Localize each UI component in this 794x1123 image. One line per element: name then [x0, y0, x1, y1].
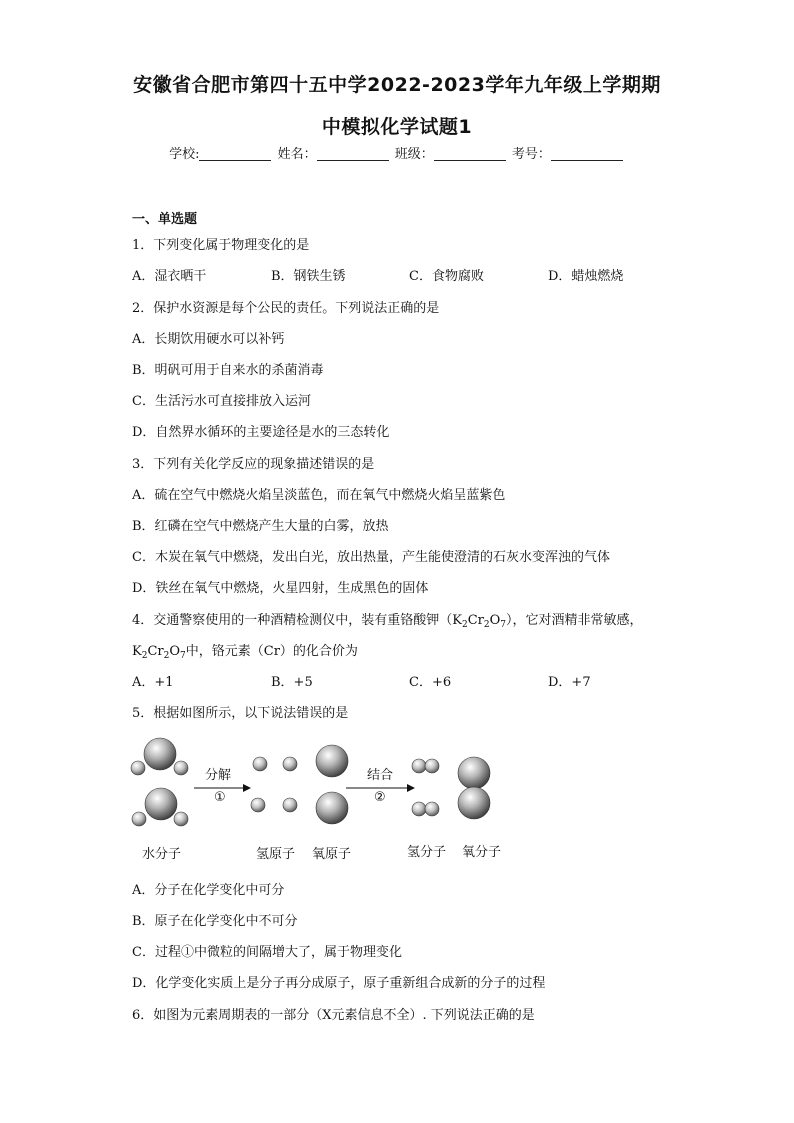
question-2-option-a: A．长期饮用硬水可以补钙 — [132, 332, 285, 347]
question-3-option-c: C．木炭在氧气中燃烧，发出白光，放出热量，产生能使澄清的石灰水变浑浊的气体 — [132, 550, 610, 565]
question-4-stem-text: 4．交通警察使用的一种酒精检测仪中，装有重铬酸钾（K — [132, 613, 462, 628]
formula-k-subscript-2: 2 — [141, 651, 148, 661]
question-3-option-d: D．铁丝在氧气中燃烧，火星四射，生成黑色的固体 — [132, 581, 429, 596]
h-atom-ball — [283, 757, 297, 771]
name-blank[interactable] — [317, 146, 389, 161]
combine-label: 结合 — [367, 768, 394, 783]
h-atom-ball — [253, 757, 267, 771]
question-4-stem — [132, 609, 643, 630]
question-5-option-c: C．过程①中微粒的间隔增大了，属于物理变化 — [132, 945, 402, 960]
question-4-option-d: D．+7 — [548, 675, 591, 690]
h-atom-ball — [283, 798, 297, 812]
question-3-option-b: B．红磷在空气中燃烧产生大量的白雾，放热 — [132, 519, 389, 534]
formula-o-subscript: 7 — [500, 620, 507, 630]
formula-cr: Cr — [467, 613, 484, 628]
exam-title-line1: 安徽省合肥市第四十五中学2022-2023学年九年级上学期期 — [133, 74, 661, 96]
section-heading: 一、单选题 — [132, 212, 198, 227]
question-2-option-b: B．明矾可用于自来水的杀菌消毒 — [132, 363, 324, 378]
question-2-stem: 2．保护水资源是每个公民的责任。下列说法正确的是 — [132, 301, 440, 316]
o-atom-ball — [144, 738, 176, 770]
o-atom-ball — [316, 792, 348, 824]
h-atom-ball — [251, 798, 265, 812]
decompose-step-number: ① — [214, 790, 226, 805]
water-molecule-bottom — [132, 788, 188, 826]
formula-o-2: O — [169, 644, 181, 659]
question-1-stem: 1．下列变化属于物理变化的是 — [132, 238, 310, 253]
question-2-option-d: D．自然界水循环的主要途径是水的三态转化 — [132, 425, 390, 440]
class-blank[interactable] — [434, 146, 506, 161]
hydrogen-atom-label: 氢原子 — [256, 847, 296, 862]
o-atom-ball — [458, 787, 490, 819]
question-1-option-a: A．湿衣晒干 — [132, 269, 207, 284]
question-1-option-c: C．食物腐败 — [409, 269, 484, 284]
question-4-option-c: C．+6 — [409, 675, 452, 690]
o-atom-ball — [316, 745, 348, 777]
name-label: 姓名： — [277, 147, 317, 162]
question-5-option-a: A．分子在化学变化中可分 — [132, 883, 285, 898]
formula-o: O — [489, 613, 501, 628]
question-4-stem-end: ），它对酒精非常敏感， — [506, 613, 643, 628]
h-atom-ball — [412, 802, 426, 816]
formula-k: K — [132, 644, 142, 659]
question-2-option-c: C．生活污水可直接排放入运河 — [132, 394, 311, 409]
combine-step-number: ② — [374, 790, 386, 805]
formula-cr-subscript: 2 — [483, 620, 490, 630]
o-atom-ball — [458, 757, 490, 789]
o-atom-ball — [145, 788, 177, 820]
question-4-stem-line2 — [132, 640, 358, 661]
formula-k-subscript: 2 — [461, 620, 468, 630]
decompose-label: 分解 — [205, 768, 232, 783]
question-5-option-d: D．化学变化实质上是分子再分成原子，原子重新组合成新的分子的过程 — [132, 976, 546, 991]
question-4-option-a: A．+1 — [132, 675, 174, 690]
question-1-option-b: B．钢铁生锈 — [271, 269, 346, 284]
hydrogen-molecule-label: 氢分子 — [407, 845, 447, 860]
exam-title-line2: 中模拟化学试题1 — [321, 116, 473, 138]
water-molecule-top — [131, 738, 188, 775]
question-4-option-b: B．+5 — [271, 675, 313, 690]
formula-cr-2: Cr — [147, 644, 164, 659]
h-atom-ball — [174, 761, 188, 775]
h-atom-ball — [131, 761, 145, 775]
number-blank[interactable] — [551, 146, 623, 161]
number-label: 考号： — [511, 147, 551, 162]
school-label: 学校: — [169, 147, 200, 162]
question-5-option-b: B．原子在化学变化中不可分 — [132, 914, 298, 929]
h-atom-ball — [412, 759, 426, 773]
h-atom-ball — [425, 802, 439, 816]
oxygen-atom-label: 氧原子 — [312, 847, 352, 862]
h-atom-ball — [174, 812, 188, 826]
h-atom-ball — [132, 812, 146, 826]
question-3-option-a: A．硫在空气中燃烧火焰呈淡蓝色，而在氧气中燃烧火焰呈蓝紫色 — [132, 488, 506, 503]
student-info-row — [0, 143, 794, 162]
question-1-option-d: D．蜡烛燃烧 — [548, 269, 624, 284]
question-4-stem-line2-text: 中，铬元素（Cr）的化合价为 — [185, 644, 358, 659]
question-3-stem: 3．下列有关化学反应的现象描述错误的是 — [132, 457, 375, 472]
molecule-reaction-diagram — [130, 733, 520, 868]
oxygen-molecule-label: 氧分子 — [462, 845, 502, 860]
h-atom-ball — [425, 759, 439, 773]
formula-cr-subscript-2: 2 — [163, 651, 170, 661]
question-6-stem: 6．如图为元素周期表的一部分（X元素信息不全）. 下列说法正确的是 — [132, 1008, 535, 1023]
class-label: 班级： — [394, 147, 434, 162]
water-molecule-label: 水分子 — [142, 847, 182, 862]
formula-o-subscript-2: 7 — [180, 651, 186, 661]
question-5-stem: 5．根据如图所示，以下说法错误的是 — [132, 706, 349, 721]
school-blank[interactable] — [199, 146, 271, 161]
